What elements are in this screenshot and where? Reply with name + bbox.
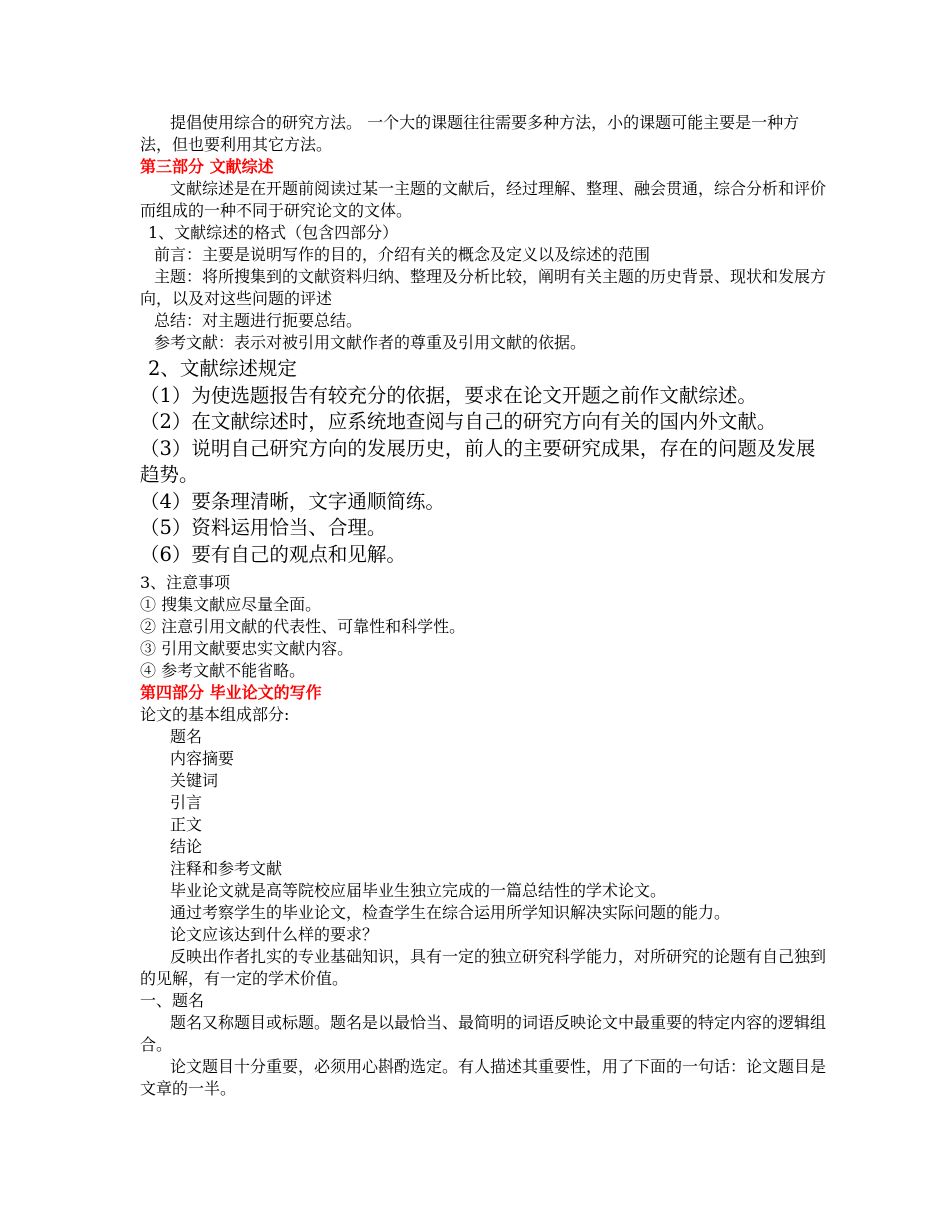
rule-item: （6）要有自己的观点和见解。 (140, 542, 406, 566)
title-section-paragraph: 论文题目十分重要，必须用心斟酌选定。有人描述其重要性，用了下面的一句话：论文题目是文章的一半。 (140, 1057, 827, 1098)
intro-paragraph: 提倡使用综合的研究方法。 一个大的课题往往需要多种方法，小的课题可能主要是一种方法，但也要利用其它方法。 (140, 113, 800, 154)
rules-title: 2、文献综述规定 (148, 357, 297, 380)
component-item: 正文 (170, 815, 203, 834)
rule-item: （2）在文献综述时，应系统地查阅与自己的研究方向有关的国内外文献。 (140, 410, 777, 433)
rule-item: （4）要条理清晰，文字通顺简练。 (140, 489, 445, 513)
part3-definition: 文献综述是在开题前阅读过某一主题的文献后，经过理解、整理、融会贯通，综合分析和评价而组成的一种不同于研究论文的文体。 (140, 179, 827, 220)
component-item: 内容摘要 (170, 749, 235, 768)
note-item: ③ 引用文献要忠实文献内容。 (140, 639, 354, 658)
component-item: 结论 (170, 837, 203, 856)
format-item-topic: 主题：将所搜集到的文献资料归纳、整理及分析比较，阐明有关主题的历史背景、现状和发展方向，以及对这些问题的评述 (140, 267, 827, 308)
body-paragraph: 反映出作者扎实的专业基础知识，具有一定的独立研究科学能力，对所研究的论题有自己独到的见解，有一定的学术价值。 (140, 947, 827, 988)
note-item: ① 搜集文献应尽量全面。 (140, 595, 322, 614)
notes-title: 3、注意事项 (140, 573, 231, 592)
rule-item: （1）为使选题报告有较充分的依据，要求在论文开题之前作文献综述。 (140, 383, 757, 407)
note-item: ④ 参考文献不能省略。 (140, 661, 306, 680)
rule-item: （3）说明自己研究方向的发展历史，前人的主要研究成果，存在的问题及发展趋势。 (140, 436, 816, 486)
component-item: 题名 (170, 727, 203, 746)
part4-heading: 第四部分 毕业论文的写作 (140, 683, 322, 702)
body-paragraph: 论文应该达到什么样的要求？ (170, 925, 379, 944)
rule-item: （5）资料运用恰当、合理。 (140, 516, 387, 539)
note-item: ② 注意引用文献的代表性、可靠性和科学性。 (140, 617, 466, 636)
component-item: 关键词 (170, 771, 219, 790)
format-item-preface: 前言：主要是说明写作的目的，介绍有关的概念及定义以及综述的范围 (154, 245, 651, 264)
format-item-references: 参考文献：表示对被引用文献作者的尊重及引用文献的依据。 (154, 333, 587, 352)
format-title: 1、文献综述的格式（包含四部分） (148, 223, 399, 242)
components-title: 论文的基本组成部分: (140, 705, 290, 724)
title-section-paragraph: 题名又称题目或标题。题名是以最恰当、最简明的词语反映论文中最重要的特定内容的逻辑组合。 (140, 1013, 827, 1054)
component-item: 引言 (170, 793, 203, 812)
format-item-summary: 总结：对主题进行扼要总结。 (154, 311, 363, 330)
title-section-heading: 一、题名 (140, 991, 205, 1010)
body-paragraph: 毕业论文就是高等院校应届毕业生独立完成的一篇总结性的学术论文。 (170, 881, 667, 900)
body-paragraph: 通过考察学生的毕业论文，检查学生在综合运用所学知识解决实际问题的能力。 (170, 903, 731, 922)
part3-heading: 第三部分 文献综述 (140, 157, 274, 176)
component-item: 注释和参考文献 (170, 859, 283, 878)
document-page (140, 112, 830, 1100)
